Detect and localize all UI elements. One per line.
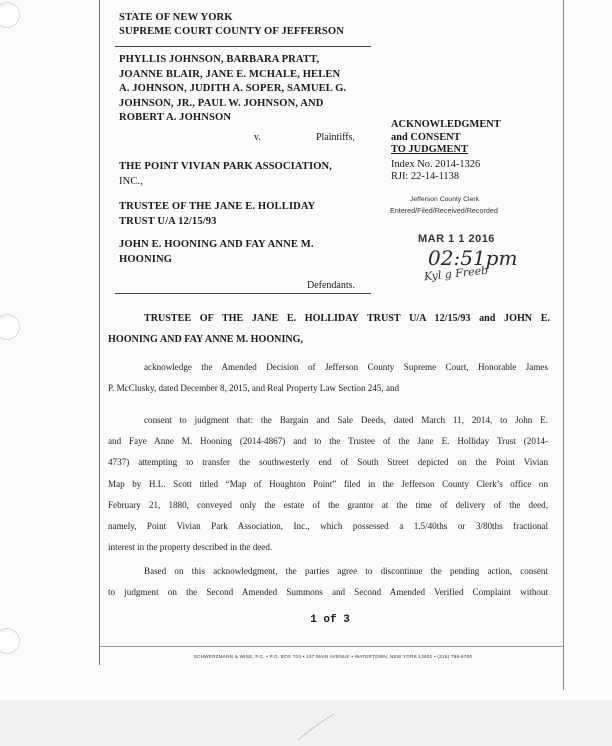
- paragraph-line: P. McClusky, dated December 8, 2015, and Real Property Law Section 245, and: [108, 383, 400, 394]
- index-number: Index No. 2014-1326: [391, 159, 481, 170]
- paragraph-line: to judgment on the Second Amended Summons and Second Amended Verified Complaint without: [108, 587, 548, 598]
- defendant-hoonings: [119, 238, 314, 267]
- defendant-line: TRUST U/A 12/15/93: [119, 215, 217, 227]
- paragraph-line: consent to judgment that: the Bargain and Sale Deeds, dated March 11, 2014, to John E.: [144, 415, 548, 425]
- paragraph-line: namely, Point Vivian Park Association, Inc., which possessed a 1.5/40ths or 3/80ths fractional: [108, 521, 548, 532]
- firm-footer: SCHWERZMANN & WISE, P.C. • P.O. BOX 704 • 137 MAIN AVENUE • WATERTOWN, NEW YORK 13601 • (315) 788-6700: [193, 654, 473, 659]
- clerk-initials-signature: Kyl g Freeb: [423, 263, 489, 284]
- defendant-line: THE POINT VIVIAN PARK ASSOCIATION,: [119, 161, 333, 172]
- clerk-stamp-line2: Entered/Filed/Received/Recorded: [390, 206, 498, 215]
- plaintiffs-line: A. JOHNSON, JUDITH A. SOPER, SAMUEL G.: [119, 83, 347, 94]
- plaintiffs-line: JOANNE BLAIR, JANE E. MCHALE, HELEN: [119, 68, 341, 80]
- plaintiffs-label: Plaintiffs,: [316, 132, 355, 143]
- paragraph-line: acknowledge the Amended Decision of Jefferson County Supreme Court, Honorable James: [144, 362, 548, 372]
- defendants-label: Defendants.: [307, 280, 356, 291]
- defendant-association: [119, 160, 332, 189]
- caption-bottom-rule: [115, 293, 371, 294]
- title-line: and CONSENT: [391, 131, 461, 143]
- defendant-line: INC.,: [119, 175, 144, 187]
- page-number: 1 of 3: [310, 614, 350, 626]
- plaintiffs-names: [119, 53, 346, 126]
- left-margin-rule: [99, 0, 100, 665]
- paragraph-line: Map by H.L. Scott titled “Map of Houghton Point” filed in the Jefferson County Clerk’s office on: [108, 478, 548, 489]
- document-title: [391, 119, 501, 157]
- heading-line: HOONING AND FAY ANNE M. HOONING,: [108, 334, 304, 345]
- clerk-stamp-line1: Jefferson County Clerk: [410, 196, 480, 203]
- plaintiffs-line: JOHNSON, JR., PAUL W. JOHNSON, AND: [119, 97, 324, 109]
- hole-punch-icon: [0, 2, 20, 28]
- defendant-line: HOONING: [119, 253, 173, 265]
- court-state: STATE OF NEW YORK: [119, 12, 233, 23]
- clerk-stamp-time: 02:51pm: [428, 246, 518, 270]
- paragraph-line: 4737) attempting to transfer the southwesterly end of South Street depicted on the Point Vivian: [108, 457, 548, 468]
- paragraph-line: interest in the property described in the deed.: [108, 542, 273, 553]
- title-line: ACKNOWLEDGMENT: [391, 119, 501, 130]
- clerk-stamp-date: MAR 1 1 2016: [418, 233, 495, 245]
- hole-punch-icon: [0, 314, 20, 340]
- hole-punch-icon: [0, 628, 20, 654]
- paragraph-line: and Faye Anne M. Hooning (2014-4867) and to the Trustee of the Jane E. Holliday Trust (2014-: [108, 436, 548, 447]
- caption-top-rule: [115, 46, 371, 47]
- versus-label: v.: [254, 132, 261, 143]
- court-county: SUPREME COURT COUNTY OF JEFFERSON: [119, 26, 345, 37]
- defendant-line: TRUSTEE OF THE JANE E. HOLLIDAY: [119, 201, 316, 212]
- defendant-trustee: [119, 200, 315, 229]
- paragraph-acknowledge: [108, 357, 548, 399]
- rji-number: RJI: 22-14-1138: [391, 171, 460, 182]
- footer-rule: [100, 646, 563, 647]
- right-margin-rule: [563, 0, 564, 690]
- scan-mark-icon: [296, 712, 336, 742]
- defendant-line: JOHN E. HOONING AND FAY ANNE M.: [119, 239, 314, 250]
- paragraph-line: February 21, 1880, conveyed only the estate of the grantor at the time of delivery of the deed,: [108, 499, 548, 510]
- plaintiffs-line: PHYLLIS JOHNSON, BARBARA PRATT,: [119, 54, 320, 65]
- paragraph-agreement: [108, 561, 548, 603]
- title-line: TO JUDGMENT: [391, 144, 468, 156]
- plaintiffs-line: ROBERT A. JOHNSON: [119, 112, 232, 123]
- heading-line: TRUSTEE OF THE JANE E. HOLLIDAY TRUST U/A 12/15/93 and JOHN E.: [144, 313, 550, 324]
- paragraph-line: Based on this acknowledgment, the parties agree to discontinue the pending action, consent: [144, 566, 548, 576]
- paragraph-consent: [108, 410, 548, 558]
- body-heading: [108, 308, 550, 350]
